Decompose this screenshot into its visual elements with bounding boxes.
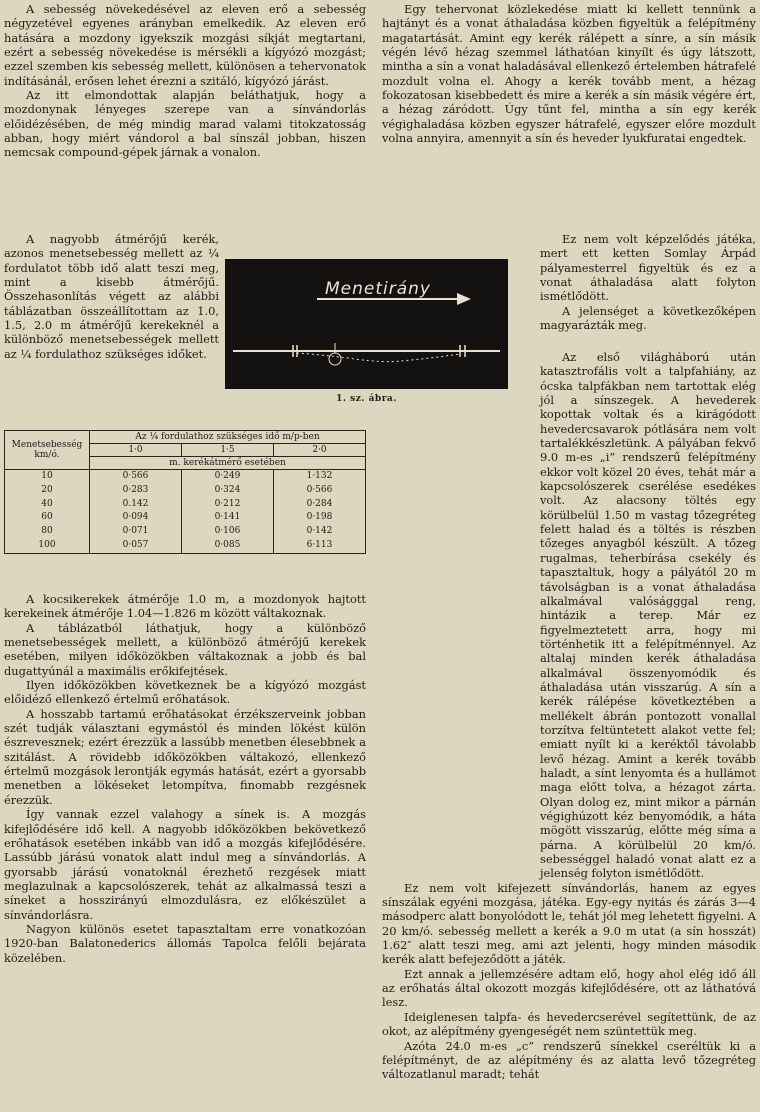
figure-caption: 1. sz. ábra. bbox=[336, 394, 397, 404]
left-column-bottom bbox=[4, 592, 366, 965]
right-paragraph-2: Ez nem volt képzelődés játéka, mert ett ketten Somlay Árpád pályamesterrel figyeltük és ez a vonat áthaladása alatt folyton ismétlődött. bbox=[540, 232, 756, 304]
table-cell: 0·106 bbox=[181, 525, 273, 539]
table-cell: 0·057 bbox=[90, 539, 182, 553]
table-cell: 0·566 bbox=[90, 470, 182, 484]
left-paragraph-3: A nagyobb átmérőjű kerék, azonos menetsebesség mellett az ¼ fordulatot több idő alatt teszi meg, mint a kisebb átmérőjű. Összehasonlítás végett az alábbi táblázatban összeállítottam az 1.0, 1.5, 2.0 m átmérőjű kerekeknél a különböző menetsebességek mellett az ¼ fordulathoz szükséges időket. bbox=[4, 232, 219, 361]
left-paragraph-7: A hosszabb tartamú erőhatásokat érzékszerveink jobban szét tudják választani egymástól és minden lökést külön észrevesznek; ezért érezzük a lassúbb menetben élesebbnek a szitálást. A rövidebb időközökben váltakozó, ellenkező értelmű mozgások lerontják egymás hatását, ezért a gyorsabb menetben a lökéseket letompítva, finomabb rezgésnek érezzük. bbox=[4, 706, 366, 807]
left-paragraph-8: Így vannak ezzel valahogy a sínek is. A mozgás kifejlődésére idő kell. A nagyobb időközökben bekövetkező erőhatások esetében inkább van idő a mozgás kifejlődésére. Lassúbb járású vonatok alatt indul meg a sínvándorlás. A gyorsabb járású vonatoknál érezhető rezgések miatt meglazulnak a kapcsolószerek, tehát az alkalmassá teszi a síneket a hosszirányú elmozdulásra, ez előkészület a sínvándorlásra. bbox=[4, 807, 366, 922]
table-cell: 1·132 bbox=[273, 470, 365, 484]
figure-label: Menetirány bbox=[325, 279, 431, 299]
table-cell: 60 bbox=[5, 511, 90, 525]
right-paragraph-5: Ez nem volt kifejezett sínvándorlás, hanem az egyes sínszálak egyéni mozgása, játéka. Egy-egy nyitás és zárás 3—4 másodperc alatt bonyolódott le, tehát jól meg lehetett figyelni. A 20 km/ó. sebesség mellett a kerék a 9.0 m utat (a sín hosszát) 1.62″ alatt teszi meg, ami azt jelenti, hogy minden második kerék alatt befejeződött a játék. bbox=[382, 880, 756, 967]
right-paragraph-7: Ideiglenesen talpfa- és hevedercserével segítettünk, de az okot, az alépítmény gyengeségét nem szüntettük meg. bbox=[382, 1009, 756, 1039]
table-diam-2: 1·5 bbox=[181, 444, 273, 457]
table-col-head: Menetsebesség km/ó. bbox=[5, 431, 90, 470]
table-cell: 40 bbox=[5, 498, 90, 512]
table-cell: 0·071 bbox=[90, 525, 182, 539]
right-paragraph-3: A jelenséget a következőképen magyarázták meg. bbox=[540, 303, 756, 333]
left-paragraph-2: Az itt elmondottak alapján beláthatjuk, hogy a mozdonynak lényeges szerepe van a sínvándorlás előidézésében, de még mindig marad valami titokzatosság abban, hogy miért vándorol a bal sínszál jobban, hiszen nemcsak compound-gépek járnak a vonalon. bbox=[4, 88, 366, 160]
table-cell: 0·141 bbox=[181, 511, 273, 525]
table-cell: 0·566 bbox=[273, 484, 365, 498]
table-row bbox=[5, 525, 366, 539]
table-diam-head: m. kerékátmérő esetében bbox=[90, 457, 366, 470]
table-cell: 0·212 bbox=[181, 498, 273, 512]
table-cell: 0·142 bbox=[273, 525, 365, 539]
right-paragraph-4: Az első világháború után katasztrofális volt a talpfahiány, az ócska talpfákban nem tartottak elég jól a sínszegek. A hevederek kopottak voltak és a kirágódott hevedercsavarok pótlására nem volt tartalékkészletünk. A pályában fekvő 9.0 m-es „i” rendszerű felépítmény ekkor volt közel 20 éves, tehát már a kapcsolószerek cserélése esedékes volt. Az alacsony töltés egy körülbelül 1.50 m vastag tőzegréteg felett halad és a töltés is részben tőzeges anyagból készült. A tőzeg rugalmas, teherbírása csekély és tapasztaltuk, hogy a pályától 20 m távolságban is a vonat áthaladása alkalmával valóságggal reng, hintázik a terep. Már ez figyelmeztetett arra, hogy mi történhetik itt a felépítménnyel. Az altalaj minden kerék áthaladása alkalmával összenyomódik és áthaladása után visszarúg. A sín a kerék rálépése következtében a mellékelt ábrán pontozott vonallal torzítva feltüntetett alakot vette fel; emiatt nyílt ki a keréktől távolabb levő hézag. Amint a kerék tovább haladt, a sínt lenyomta és a hullámot maga előtt tolva, a hézagot zárta. Olyan dolog ez, mint mikor a párnán végighúzott kéz benyomódik, a háta mögött visszarúg, előtte még síma a párna. A körülbelül 20 km/ó. sebességgel haladó vonat alatt ez a jelenség folyton ismétlődött. bbox=[540, 350, 756, 881]
right-paragraph-6: Ezt annak a jellemzésére adtam elő, hogy ahol elég idő áll az erőhatás által okozott mozgás kifejlődésére, ott az láthatóvá lesz. bbox=[382, 966, 756, 1010]
table-cell: 0·094 bbox=[90, 511, 182, 525]
direction-arrow-head bbox=[457, 293, 471, 305]
table-row bbox=[5, 498, 366, 512]
wheel-icon bbox=[329, 353, 341, 365]
right-paragraph-1: Egy tehervonat közlekedése miatt ki kellett tennünk a hajtányt és a vonat áthaladása közben figyeltük a felépítmény magatartását. Amint egy kerék rálépett a sínre, a sín másik végén lévő hézag szemmel láthatóan kinyílt és úgy látszott, mintha a sín a vonat haladásával ellenkező értelemben hátrafelé mozdult volna el. Ahogy a kerék tovább ment, a hézag fokozatosan kisebbedett és mire a kerék a sín másik végére ért, a hézag záródott. Úgy tűnt fel, mintha a sín egy kerék végighaladása közben egyszer hátrafelé, egyszer előre mozdult volna annyira, amennyit a sín és heveder lyukfuratai engedtek. bbox=[382, 2, 756, 146]
table-cell: 100 bbox=[5, 539, 90, 553]
left-column-top bbox=[4, 2, 366, 160]
left-paragraph-4: A kocsikerekek átmérője 1.0 m, a mozdonyok hajtott kerekeinek átmérője 1.04—1.826 m között váltakoznak. bbox=[4, 592, 366, 621]
table-cell: 0·283 bbox=[90, 484, 182, 498]
left-column-beside-figure bbox=[4, 232, 219, 361]
table-cell: 6·113 bbox=[273, 539, 365, 553]
table-diam-1: 1·0 bbox=[90, 444, 182, 457]
left-paragraph-5: A táblázatból láthatjuk, hogy a különböző menetsebességek mellett, a különböző átmérőjű kerekek esetében, milyen időközökben váltakoznak a jobb és bal dugattyúnál a maximális erőkifejtések. bbox=[4, 620, 366, 678]
table-cell: 10 bbox=[5, 470, 90, 484]
right-column-bottom bbox=[382, 350, 756, 1082]
table-row bbox=[5, 539, 366, 553]
table-row bbox=[5, 484, 366, 498]
table-cell: 0·284 bbox=[273, 498, 365, 512]
table-cell: 0·249 bbox=[181, 470, 273, 484]
table-cell: 80 bbox=[5, 525, 90, 539]
table-cell: 20 bbox=[5, 484, 90, 498]
right-column-beside-figure bbox=[540, 232, 756, 332]
table-cell: 0·085 bbox=[181, 539, 273, 553]
table-diam-3: 2·0 bbox=[273, 444, 365, 457]
right-column-top bbox=[382, 2, 756, 145]
table-row bbox=[5, 470, 366, 484]
table-row bbox=[5, 511, 366, 525]
table-group-head: Az ¼ fordulathoz szükséges idő m/p-ben bbox=[90, 431, 366, 444]
table-cell: 0·324 bbox=[181, 484, 273, 498]
left-paragraph-6: Ilyen időközökben következnek be a kígyózó mozgást előidéző ellenkező értelmű erőhatások. bbox=[4, 678, 366, 707]
table-cell: 0·198 bbox=[273, 511, 365, 525]
speed-table bbox=[4, 430, 366, 554]
right-paragraph-8: Azóta 24.0 m-es „c” rendszerű sínekkel cseréltük ki a felépítményt, de az alépítmény és az alatta levő tőzegréteg változatlanul maradt; tehát bbox=[382, 1038, 756, 1082]
left-paragraph-1: A sebesség növekedésével az eleven erő a sebesség négyzetével egyenes arányban emelkedik. Az eleven erő hatására a mozdony igyekszik mozgási síkját megtartani, ezért a sebesség növekedése is mérsékli a kígyózó mozgást; ezzel szemben kis sebesség mellett, különösen a tehervonatok indításánál, erősen lehet érezni a szitáló, kígyózó járást. bbox=[4, 2, 366, 88]
table-cell: 0.142 bbox=[90, 498, 182, 512]
left-paragraph-9: Nagyon különös esetet tapasztaltam erre vonatkozóan 1920-ban Balatonederics állomás Tapolca felőli bejárata közelében. bbox=[4, 921, 366, 965]
